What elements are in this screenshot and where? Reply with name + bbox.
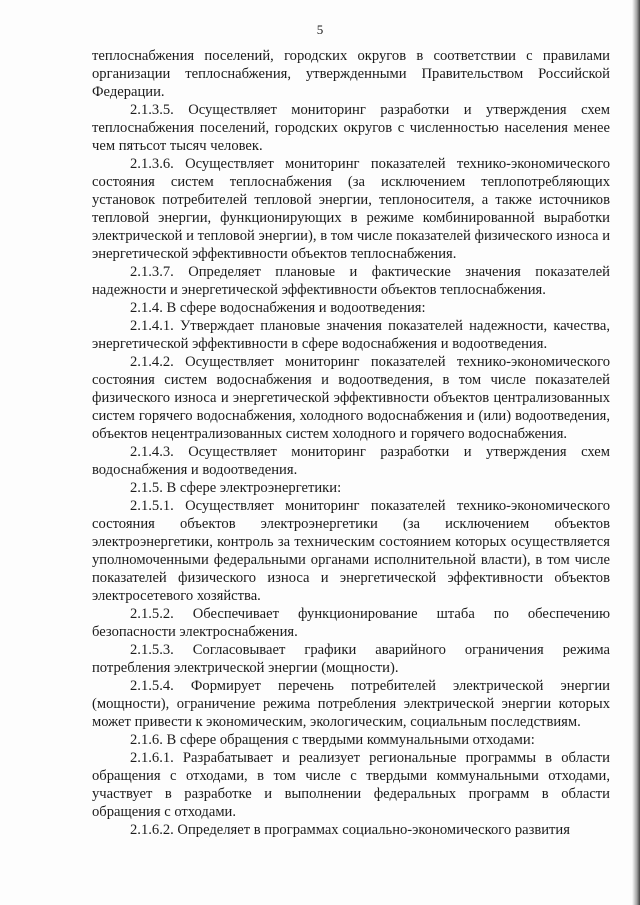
paragraph: 2.1.5.4. Формирует перечень потребителей электрической энергии (мощности), ограничение режима потребления электрической энергии которых может привести к экономическим, экологическим, социальным последствиям. — [92, 678, 610, 730]
page-number: 5 — [316, 22, 324, 37]
paragraph: 2.1.4.2. Осуществляет мониторинг показателей технико-экономического состояния систем водоснабжения и водоотведения, в том числе показателей физического износа и энергетической эффективности объектов централизованных систем горячего водоснабжения, холодного водоснабжения и (или) водоотведения, объектов нецентрализованных систем холодного и горячего водоснабжения. — [92, 354, 610, 442]
paragraph: теплоснабжения поселений, городских округов в соответствии с правилами организации теплоснабжения, утвержденными Правительством Российской Федерации. — [92, 48, 610, 100]
paragraph: 2.1.4.1. Утверждает плановые значения показателей надежности, качества, энергетической эффективности в сфере водоснабжения и водоотведения. — [92, 318, 610, 352]
paragraph: 2.1.4. В сфере водоснабжения и водоотведения: — [130, 300, 426, 316]
paragraph: 2.1.5. В сфере электроэнергетики: — [130, 480, 342, 496]
paragraph: 2.1.6.1. Разрабатывает и реализует региональные программы в области обращения с отходами, в том числе с твердыми коммунальными отходами, участвует в разработке и выполнении федеральных программ в области обращения с отходами. — [92, 750, 610, 820]
paragraph: 2.1.5.3. Согласовывает графики аварийного ограничения режима потребления электрической энергии (мощности). — [92, 642, 610, 676]
paragraph: 2.1.5.1. Осуществляет мониторинг показателей технико-экономического состояния объектов электроэнергетики (за исключением объектов электроэнергетики, контроль за техническим состоянием которых осуществляется уполномоченными федеральными органами исполнительной власти), в том числе показателей физического износа и энергетической эффективности объектов электросетевого хозяйства. — [92, 498, 610, 604]
paragraph: 2.1.6.2. Определяет в программах социально-экономического развития — [130, 822, 570, 838]
paragraph: 2.1.3.7. Определяет плановые и фактические значения показателей надежности и энергетической эффективности объектов теплоснабжения. — [92, 264, 610, 298]
document-body — [92, 47, 610, 839]
scan-edge-shadow — [632, 0, 640, 905]
paragraph: 2.1.6. В сфере обращения с твердыми коммунальными отходами: — [130, 732, 535, 748]
paragraph: 2.1.4.3. Осуществляет мониторинг разработки и утверждения схем водоснабжения и водоотведения. — [92, 444, 610, 478]
paragraph: 2.1.3.6. Осуществляет мониторинг показателей технико-экономического состояния систем теплоснабжения (за исключением теплопотребляющих установок потребителей тепловой энергии, теплоносителя, а также источников тепловой энергии, функционирующих в режиме комбинированной выработки электрической и тепловой энергии), в том числе показателей физического износа и энергетической эффективности объектов теплоснабжения. — [92, 156, 610, 262]
paragraph: 2.1.3.5. Осуществляет мониторинг разработки и утверждения схем теплоснабжения поселений, городских округов с численностью населения менее чем пятьсот тысяч человек. — [92, 102, 610, 154]
paragraph: 2.1.5.2. Обеспечивает функционирование штаба по обеспечению безопасности электроснабжения. — [92, 606, 610, 640]
